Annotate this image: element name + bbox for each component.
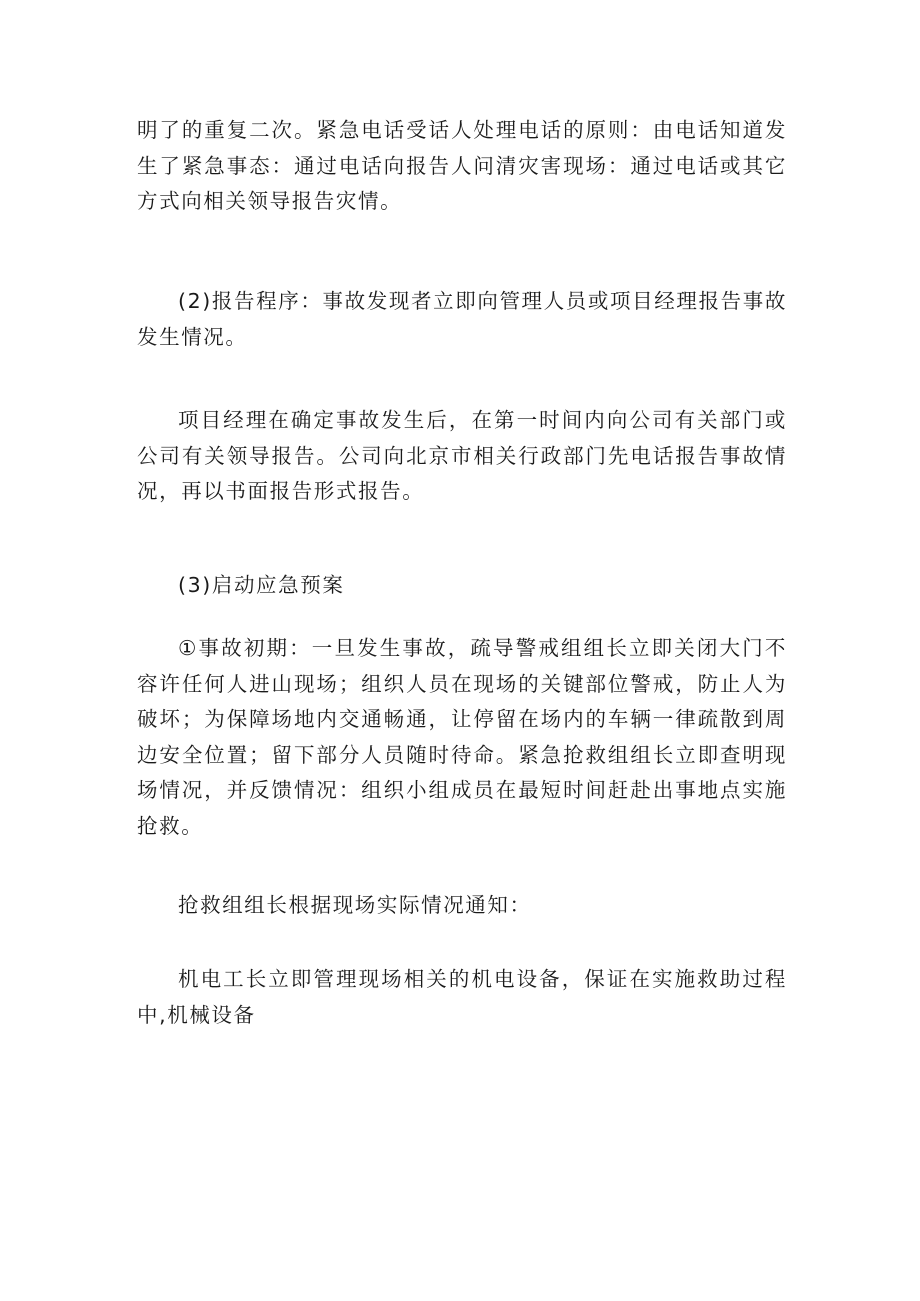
paragraph-electrical-foreman: 机电工长立即管理现场相关的机电设备，保证在实施救助过程中,机械设备 (137, 967, 787, 1027)
paragraph-continuation: 明了的重复二次。紧急电话受话人处理电话的原则：由电话知道发生了紧急事态：通过电话向报告人问清灾害现场：通过电话或其它方式向相关领导报告灾情。 (137, 118, 787, 213)
paragraph-initial-stage: ①事故初期：一旦发生事故，疏导警戒组组长立即关闭大门不容许任何人进山现场；组织人员在现场的关键部位警戒，防止人为破坏；为保障场地内交通畅通，让停留在场内的车辆一律疏散到周边安全位置；留下部分人员随时待命。紧急抢救组组长立即查明现场情况，并反馈情况：组织小组成员在最短时间赶赴出事地点实施抢救。 (137, 636, 787, 838)
paragraph-start-plan-heading: (3)启动应急预案 (178, 573, 345, 597)
paragraph-project-manager: 项目经理在确定事故发生后，在第一时间内向公司有关部门或公司有关领导报告。公司向北京市相关行政部门先电话报告事故情况，再以书面报告形式报告。 (137, 408, 787, 503)
paragraph-report-procedure: (2)报告程序：事故发现者立即向管理人员或项目经理报告事故发生情况。 (137, 289, 787, 349)
paragraph-rescue-leader-notice: 抢救组组长根据现场实际情况通知： (178, 893, 532, 917)
